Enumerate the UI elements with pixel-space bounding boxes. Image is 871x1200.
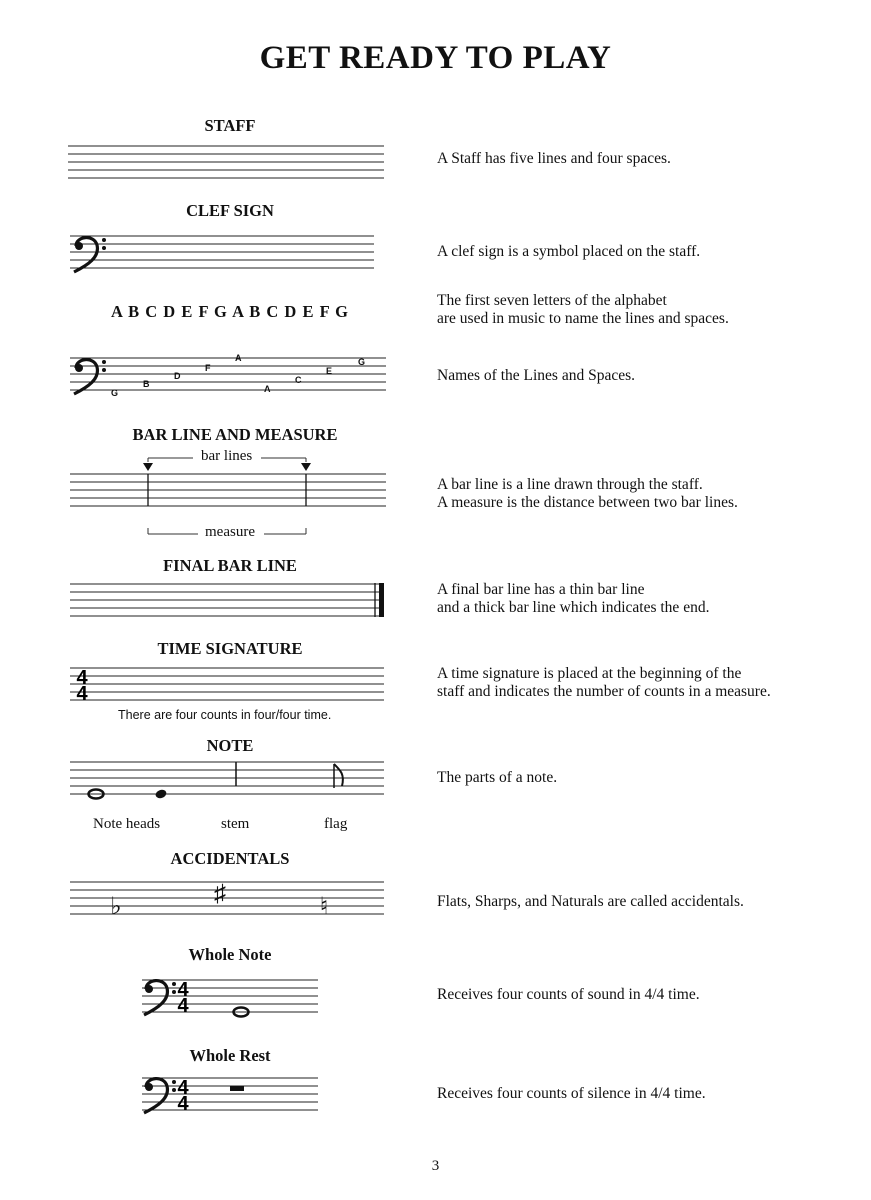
final-barline-diagram [68, 580, 390, 620]
staff-heading: STAFF [204, 116, 256, 135]
alphabet-description-line-2: are used in music to name the lines and spaces. [437, 310, 729, 327]
time-signature-top: 4 [76, 667, 88, 689]
note-letter-d: D [174, 371, 181, 381]
note-description: The parts of a note. [437, 769, 558, 786]
whole-rest-staff [140, 1070, 322, 1120]
filled-note-head-icon [154, 788, 167, 799]
barline-description-line-1: A bar line is a line drawn through the staff. [437, 476, 703, 493]
note-staff [68, 758, 390, 802]
bass-clef-icon [144, 981, 176, 1015]
barline-description-line-2: A measure is the distance between two bar lines. [437, 494, 738, 511]
page-title: GET READY TO PLAY [259, 40, 612, 76]
whole-note-staff [140, 972, 322, 1022]
thick-bar-line [379, 583, 384, 617]
note-heading: NOTE [206, 736, 254, 755]
clef-staff [68, 232, 378, 274]
time-signature-description-line-1: A time signature is placed at the beginning of the [437, 665, 742, 682]
time-signature-bottom: 4 [76, 683, 88, 705]
note-letter-g: G [111, 388, 119, 398]
bass-clef-icon [144, 1079, 176, 1113]
note-letter-a-high: A [235, 353, 242, 363]
note-letter-a: A [264, 384, 271, 394]
whole-rest-icon [230, 1086, 244, 1091]
page-number: 3 [431, 1158, 440, 1174]
alphabet-description-line-1: The first seven letters of the alphabet [437, 292, 667, 309]
lines-spaces-staff [68, 350, 390, 400]
whole-rest-heading: Whole Rest [189, 1046, 271, 1065]
barline-description [437, 476, 738, 512]
names-description: Names of the Lines and Spaces. [437, 367, 635, 384]
alphabet-description [437, 292, 729, 328]
barline-heading: BAR LINE AND MEASURE [132, 425, 338, 444]
clef-description: A clef sign is a symbol placed on the staff. [437, 243, 701, 260]
final-barline-description-line-1: A final bar line has a thin bar line [437, 581, 645, 598]
note-letter-g-high: G [358, 357, 366, 367]
whole-note-time-bottom: 4 [177, 995, 189, 1017]
time-signature-heading: TIME SIGNATURE [157, 639, 303, 658]
arrow-right-icon [301, 463, 311, 471]
note-letter-f: F [205, 363, 211, 373]
bass-clef-icon [74, 238, 106, 272]
staff-diagram [68, 143, 386, 183]
note-heads-label: Note heads [93, 816, 161, 832]
note-letter-e: E [326, 366, 333, 376]
accidentals-description: Flats, Sharps, and Naturals are called accidentals. [437, 893, 744, 910]
whole-note-heading: Whole Note [188, 945, 272, 964]
time-signature-description [437, 665, 771, 701]
bass-clef-icon [74, 360, 106, 394]
whole-rest-description: Receives four counts of silence in 4/4 time. [437, 1085, 706, 1102]
flag-label: flag [324, 816, 348, 832]
flag-icon [334, 764, 343, 786]
sharp-icon: ♯ [214, 880, 226, 907]
natural-icon: ♮ [319, 893, 329, 920]
stem-label: stem [221, 816, 250, 832]
bar-lines-label: bar lines [201, 448, 253, 464]
whole-rest-time-bottom: 4 [177, 1093, 189, 1115]
staff-description: A Staff has five lines and four spaces. [437, 150, 671, 167]
final-barline-heading: FINAL BAR LINE [163, 556, 297, 575]
note-letter-b: B [143, 379, 150, 389]
accidentals-heading: ACCIDENTALS [170, 849, 290, 868]
final-barline-description-line-2: and a thick bar line which indicates the end. [437, 599, 710, 616]
whole-note-time-top: 4 [177, 979, 189, 1001]
final-barline-description [437, 581, 709, 617]
flat-icon: ♭ [110, 893, 122, 920]
accidentals-staff [68, 874, 390, 924]
clef-heading: CLEF SIGN [186, 201, 274, 220]
time-signature-description-line-2: staff and indicates the number of counts in a measure. [437, 683, 771, 700]
note-letter-c: C [295, 375, 302, 385]
alphabet-letters: A B C D E F G A B C D E F G [110, 302, 349, 321]
time-signature-staff [68, 664, 390, 706]
whole-note-description: Receives four counts of sound in 4/4 time. [437, 986, 700, 1003]
time-signature-caption: There are four counts in four/four time. [118, 708, 332, 722]
arrow-left-icon [143, 463, 153, 471]
measure-label: measure [205, 524, 255, 540]
whole-rest-time-top: 4 [177, 1077, 189, 1099]
